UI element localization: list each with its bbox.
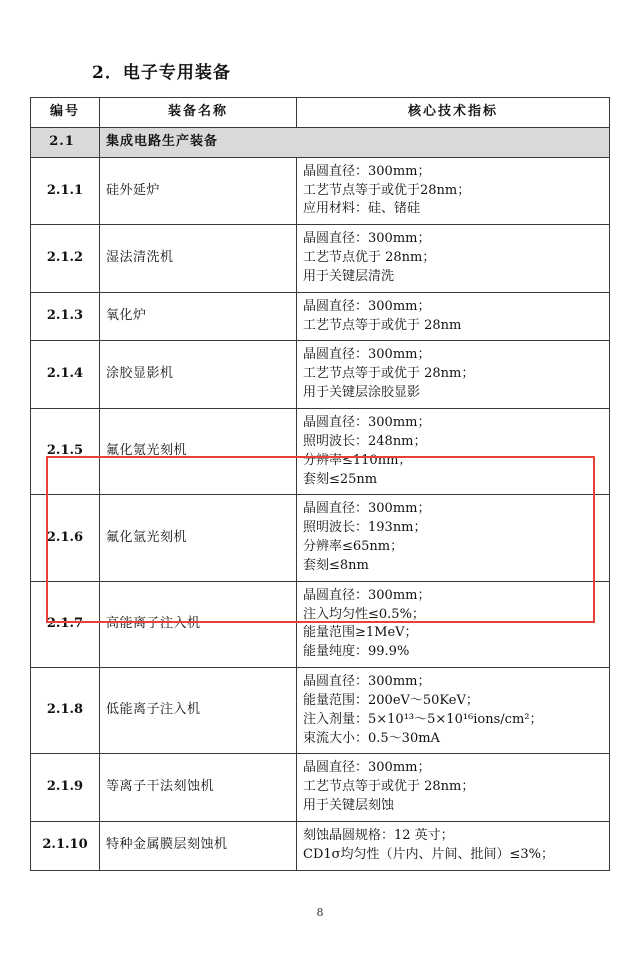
row-specs [297, 822, 610, 871]
spec-line: 工艺节点等于或优于28nm； [303, 182, 471, 198]
table-row [31, 822, 610, 871]
row-specs [297, 754, 610, 822]
spec-line: 用于关键层刻蚀 [303, 798, 395, 814]
row-number: 2.1.4 [31, 341, 100, 409]
spec-line: CD1σ均匀性（片内、片间、批间）≤3%； [303, 846, 555, 862]
row-specs [297, 157, 610, 225]
row-equipment-name: 涂胶显影机 [100, 341, 297, 409]
row-specs [297, 341, 610, 409]
page-number: 8 [316, 906, 324, 919]
row-equipment-name: 高能离子注入机 [100, 581, 297, 667]
table-header [31, 98, 610, 128]
spec-line: 晶圆直径：300mm； [303, 231, 431, 247]
spec-line: 工艺节点优于 28nm； [303, 250, 436, 266]
row-number: 2.1.1 [31, 157, 100, 225]
spec-line: 用于关键层涂胶显影 [303, 385, 421, 401]
spec-line: 能量纯度：99.9% [303, 644, 410, 660]
row-number: 2.1.10 [31, 822, 100, 871]
spec-line: 套刻≤8nm [303, 557, 369, 573]
row-specs [297, 225, 610, 293]
table-row [31, 581, 610, 667]
row-number: 2.1.2 [31, 225, 100, 293]
row-number: 2.1.7 [31, 581, 100, 667]
spec-line: 注入均匀性≤0.5%； [303, 606, 425, 622]
spec-line: 套刻≤25nm [303, 471, 378, 487]
row-equipment-name: 硅外延炉 [100, 157, 297, 225]
row-specs [297, 581, 610, 667]
row-equipment-name: 特种金属膜层刻蚀机 [100, 822, 297, 871]
row-specs [297, 408, 610, 494]
spec-line: 照明波长：193nm； [303, 520, 427, 536]
table-row [31, 157, 610, 225]
table-row [31, 292, 610, 341]
spec-line: 注入剂量：5×10¹³～5×10¹⁶ions/cm²； [303, 711, 543, 727]
table-row-highlighted [31, 495, 610, 581]
spec-line: 分辨率≤65nm； [303, 539, 404, 555]
column-header-core-specs: 核心技术指标 [297, 98, 610, 128]
column-header-number: 编号 [31, 98, 100, 128]
table-row [31, 341, 610, 409]
row-number: 2.1.3 [31, 292, 100, 341]
spec-line: 工艺节点等于或优于 28nm； [303, 779, 475, 795]
table-row [31, 668, 610, 754]
spec-line: 晶圆直径：300mm； [303, 760, 431, 776]
spec-line: 用于关键层清洗 [303, 268, 395, 284]
section-label: 集成电路生产装备 [100, 127, 610, 157]
row-number: 2.1.6 [31, 495, 100, 581]
row-equipment-name: 湿法清洗机 [100, 225, 297, 293]
row-specs [297, 668, 610, 754]
page-title: 2．电子专用装备 [92, 63, 231, 83]
spec-line: 晶圆直径：300mm； [303, 674, 431, 690]
column-header-equipment-name: 装备名称 [100, 98, 297, 128]
row-equipment-name: 低能离子注入机 [100, 668, 297, 754]
table-row [31, 754, 610, 822]
row-specs [297, 495, 610, 581]
row-equipment-name: 等离子干法刻蚀机 [100, 754, 297, 822]
row-number: 2.1.9 [31, 754, 100, 822]
row-equipment-name: 氟化氩光刻机 [100, 495, 297, 581]
document-page [0, 58, 640, 963]
row-equipment-name: 氟化氪光刻机 [100, 408, 297, 494]
equipment-spec-table [30, 97, 610, 871]
row-equipment-name: 氧化炉 [100, 292, 297, 341]
spec-line: 能量范围：200eV～50KeV； [303, 692, 479, 708]
spec-line: 晶圆直径：300mm； [303, 298, 431, 314]
table-body [31, 127, 610, 870]
spec-line: 工艺节点等于或优于 28nm [303, 317, 462, 333]
spec-line: 晶圆直径：300mm； [303, 347, 431, 363]
spec-line: 刻蚀晶圆规格：12 英寸； [303, 828, 454, 843]
spec-line: 照明波长：248nm； [303, 433, 427, 449]
spec-line: 晶圆直径：300mm； [303, 501, 431, 517]
spec-line: 晶圆直径：300mm； [303, 414, 431, 430]
row-number: 2.1.8 [31, 668, 100, 754]
spec-line: 分辨率≤110nm； [303, 452, 412, 468]
spec-line: 晶圆直径：300mm； [303, 587, 431, 603]
spec-line: 能量范围≥1MeV； [303, 625, 418, 641]
table-header-row [31, 98, 610, 128]
spec-line: 应用材料：硅、锗硅 [303, 201, 421, 217]
table-row-highlighted [31, 408, 610, 494]
table-section-row [31, 127, 610, 157]
spec-line: 晶圆直径：300mm； [303, 163, 431, 179]
table-row [31, 225, 610, 293]
section-number: 2.1 [31, 127, 100, 157]
spec-line: 工艺节点等于或优于 28nm； [303, 366, 475, 382]
row-number: 2.1.5 [31, 408, 100, 494]
row-specs [297, 292, 610, 341]
spec-line: 束流大小：0.5～30mA [303, 730, 440, 746]
